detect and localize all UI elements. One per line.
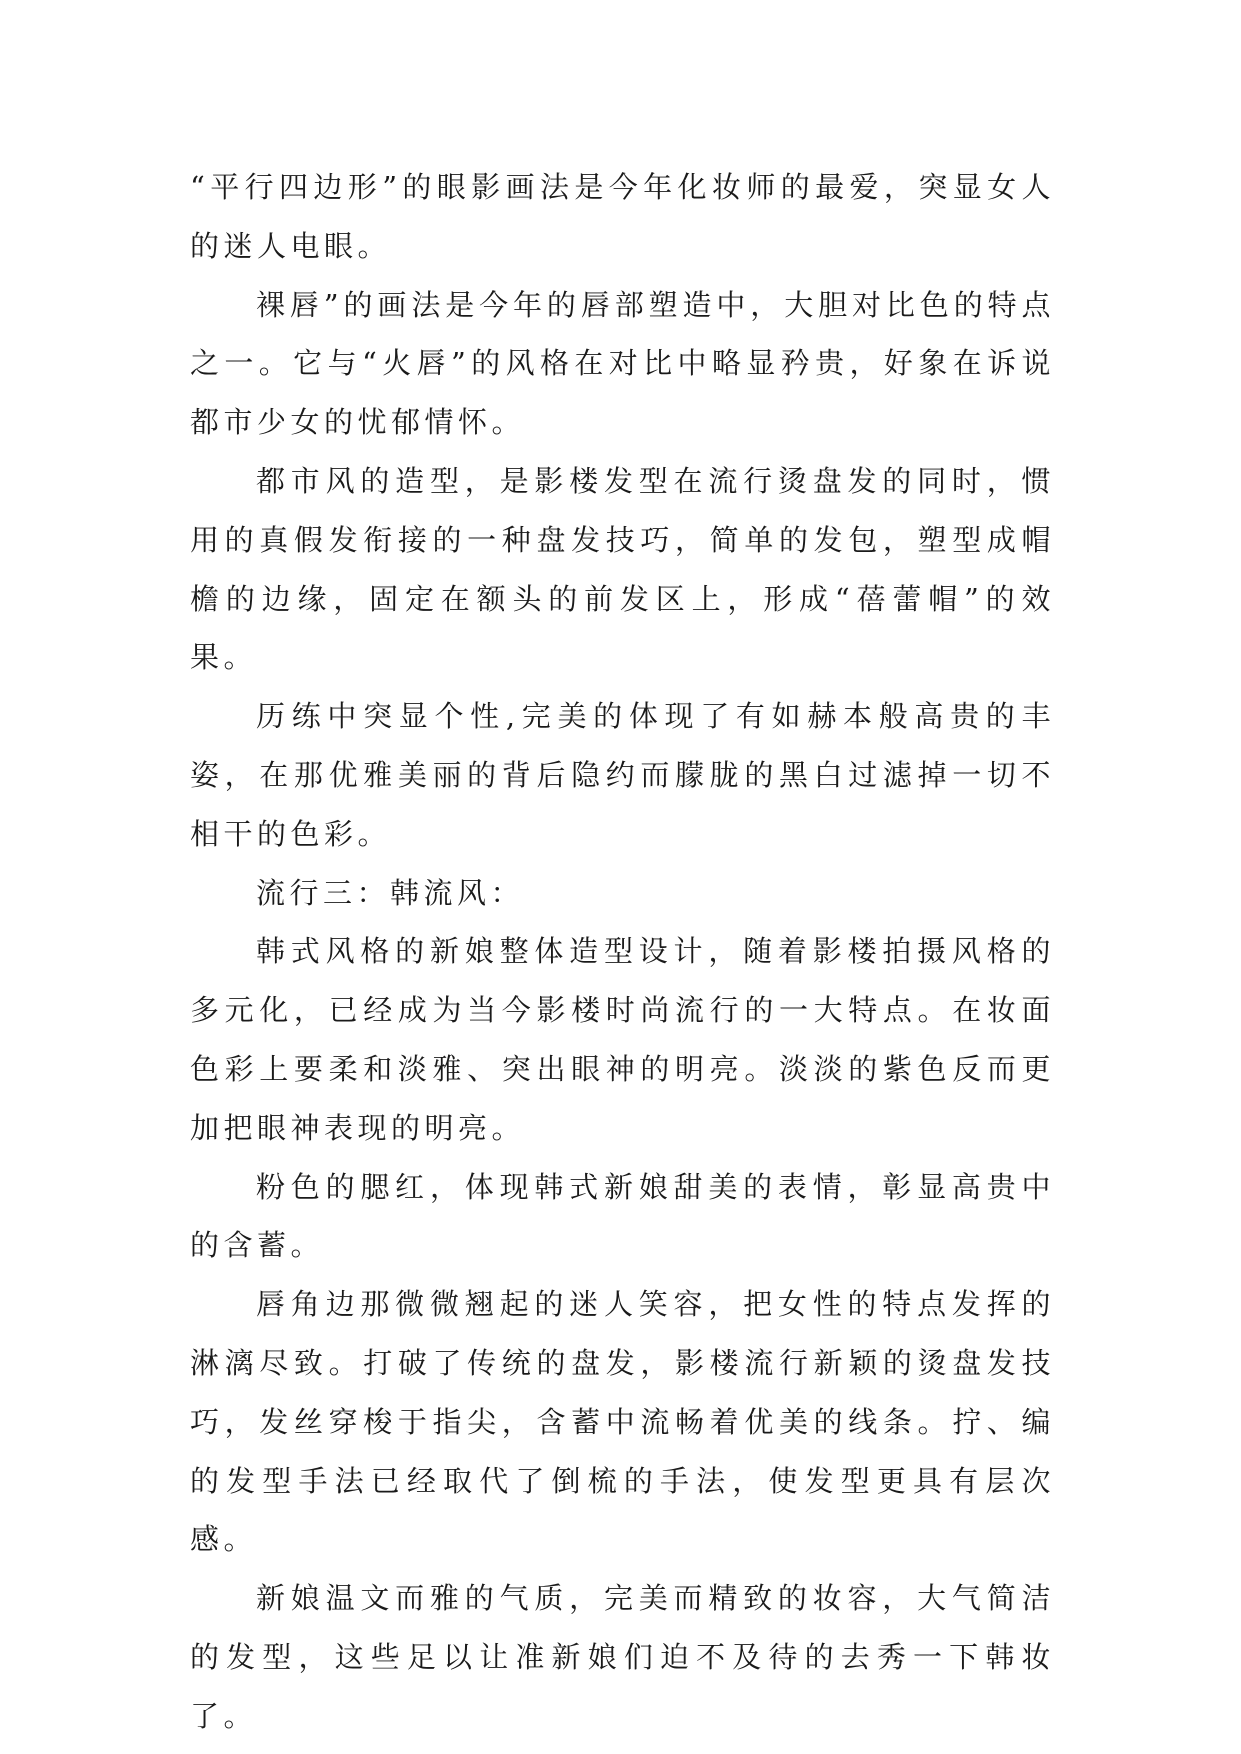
paragraph-nude-lips: 裸唇”的画法是今年的唇部塑造中，大胆对比色的特点之一。它与“火唇”的风格在对比中略显矜贵，好象在诉说都市少女的忧郁情怀。 (190, 287, 1055, 440)
paragraph-bride-temperament: 新娘温文而雅的气质，完美而精致的妆容，大气简洁的发型，这些足以让准新娘们迫不及待的去秀一下韩妆了。 (190, 1581, 1055, 1733)
section-heading-korean-wave: 流行三：韩流风： (256, 875, 525, 910)
document-body (190, 158, 1055, 1746)
paragraph-korean-design: 韩式风格的新娘整体造型设计，随着影楼拍摄风格的多元化，已经成为当今影楼时尚流行的一大特点。在妆面色彩上要柔和淡雅、突出眼神的明亮。淡淡的紫色反而更加把眼神表现的明亮。 (190, 934, 1055, 1145)
paragraph-eyeshadow: “平行四边形”的眼影画法是今年化妆师的最爱，突显女人的迷人电眼。 (190, 170, 1055, 263)
paragraph-personality: 历练中突显个性,完美的体现了有如赫本般高贵的丰姿，在那优雅美丽的背后隐约而朦胧的黑白过滤掉一切不相干的色彩。 (190, 699, 1055, 851)
paragraph-smile-hairstyle: 唇角边那微微翘起的迷人笑容，把女性的特点发挥的淋漓尽致。打破了传统的盘发，影楼流行新颖的烫盘发技巧，发丝穿梭于指尖，含蓄中流畅着优美的线条。拧、编的发型手法已经取代了倒梳的手法，使发型更具有层次感。 (190, 1287, 1055, 1557)
paragraph-blush: 粉色的腮红，体现韩式新娘甜美的表情，彰显高贵中的含蓄。 (190, 1169, 1055, 1263)
paragraph-urban-style: 都市风的造型，是影楼发型在流行烫盘发的同时，惯用的真假发衔接的一种盘发技巧，简单的发包，塑型成帽檐的边缘，固定在额头的前发区上，形成“蓓蕾帽”的效果。 (190, 463, 1055, 675)
